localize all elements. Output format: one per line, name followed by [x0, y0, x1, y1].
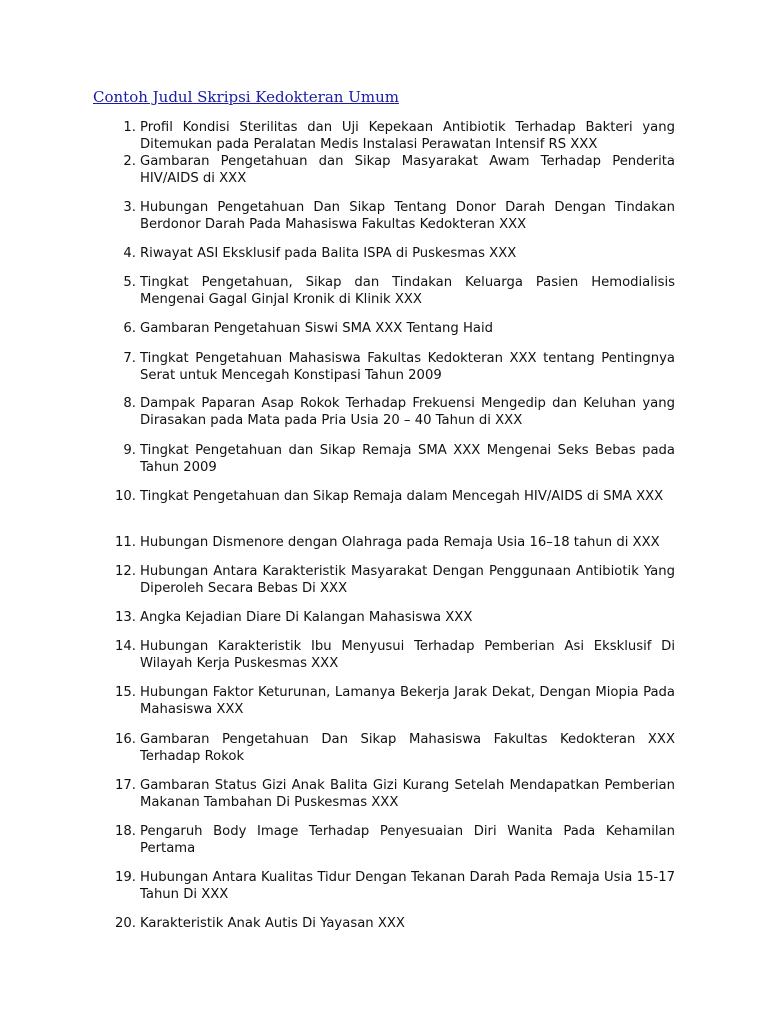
list-item-number: 1. [123, 120, 136, 135]
list-item-text: Hubungan Karakteristik Ibu Menyusui Terhadap Pemberian Asi Eksklusif Di Wilayah Kerja Puskesmas XXX [140, 639, 675, 671]
list-item-text: Tingkat Pengetahuan dan Sikap Remaja SMA XXX Mengenai Seks Bebas pada Tahun 2009 [140, 443, 675, 475]
list-item-number: 18. [115, 824, 136, 839]
list-item-number: 9. [123, 443, 136, 458]
list-item-number: 7. [123, 351, 136, 366]
list-item-number: 20. [115, 916, 136, 931]
list-item-text: Gambaran Pengetahuan Siswi SMA XXX Tentang Haid [140, 321, 493, 336]
list-item-text: Dampak Paparan Asap Rokok Terhadap Frekuensi Mengedip dan Keluhan yang Dirasakan pada Mata pada Pria Usia 20 – 40 Tahun di XXX [140, 396, 675, 428]
list-item-number: 4. [123, 246, 136, 261]
list-item-text: Tingkat Pengetahuan Mahasiswa Fakultas Kedokteran XXX tentang Pentingnya Serat untuk Mencegah Konstipasi Tahun 2009 [140, 351, 675, 383]
list-item-text: Hubungan Pengetahuan Dan Sikap Tentang Donor Darah Dengan Tindakan Berdonor Darah Pada Mahasiswa Fakultas Kedokteran XXX [140, 200, 675, 232]
list-item-text: Hubungan Antara Kualitas Tidur Dengan Tekanan Darah Pada Remaja Usia 15-17 Tahun Di XXX [140, 870, 675, 902]
list-item-number: 16. [115, 732, 136, 747]
list-item-text: Pengaruh Body Image Terhadap Penyesuaian Diri Wanita Pada Kehamilan Pertama [140, 824, 675, 856]
list-item-number: 14. [115, 639, 136, 654]
list-item-text: Hubungan Faktor Keturunan, Lamanya Bekerja Jarak Dekat, Dengan Miopia Pada Mahasiswa XXX [140, 685, 675, 717]
list-item-number: 19. [115, 870, 136, 885]
list-item-text: Tingkat Pengetahuan dan Sikap Remaja dalam Mencegah HIV/AIDS di SMA XXX [140, 489, 664, 504]
list-item-number: 12. [115, 564, 136, 579]
list-item-text: Gambaran Pengetahuan dan Sikap Masyarakat Awam Terhadap Penderita HIV/AIDS di XXX [140, 154, 675, 186]
list-item-text: Gambaran Pengetahuan Dan Sikap Mahasiswa Fakultas Kedokteran XXX Terhadap Rokok [140, 732, 675, 764]
list-item-number: 15. [115, 685, 136, 700]
document-title-link[interactable]: Contoh Judul Skripsi Kedokteran Umum [93, 88, 399, 106]
list-item-number: 5. [123, 275, 136, 290]
list-item-text: Tingkat Pengetahuan, Sikap dan Tindakan Keluarga Pasien Hemodialisis Mengenai Gagal Ginjal Kronik di Klinik XXX [140, 275, 675, 307]
list-item-text: Gambaran Status Gizi Anak Balita Gizi Kurang Setelah Mendapatkan Pemberian Makanan Tambahan Di Puskesmas XXX [140, 778, 675, 810]
list-item-text: Riwayat ASI Eksklusif pada Balita ISPA di Puskesmas XXX [140, 246, 517, 261]
list-item-text: Hubungan Antara Karakteristik Masyarakat Dengan Penggunaan Antibiotik Yang Diperoleh Secara Bebas Di XXX [140, 564, 675, 596]
list-item-number: 2. [123, 154, 136, 169]
list-item-number: 8. [123, 396, 136, 411]
list-item-number: 11. [115, 535, 136, 550]
list-item-text: Angka Kejadian Diare Di Kalangan Mahasiswa XXX [140, 610, 473, 625]
list-item-number: 3. [123, 200, 136, 215]
list-item-number: 6. [123, 321, 136, 336]
list-item-number: 17. [115, 778, 136, 793]
list-item-number: 10. [115, 489, 136, 504]
list-item-text: Hubungan Dismenore dengan Olahraga pada Remaja Usia 16–18 tahun di XXX [140, 535, 660, 550]
list-item-text: Profil Kondisi Sterilitas dan Uji Kepekaan Antibiotik Terhadap Bakteri yang Ditemukan pada Peralatan Medis Instalasi Perawatan Intensif RS XXX [140, 120, 675, 152]
list-item-text: Karakteristik Anak Autis Di Yayasan XXX [140, 916, 405, 931]
list-item-number: 13. [115, 610, 136, 625]
